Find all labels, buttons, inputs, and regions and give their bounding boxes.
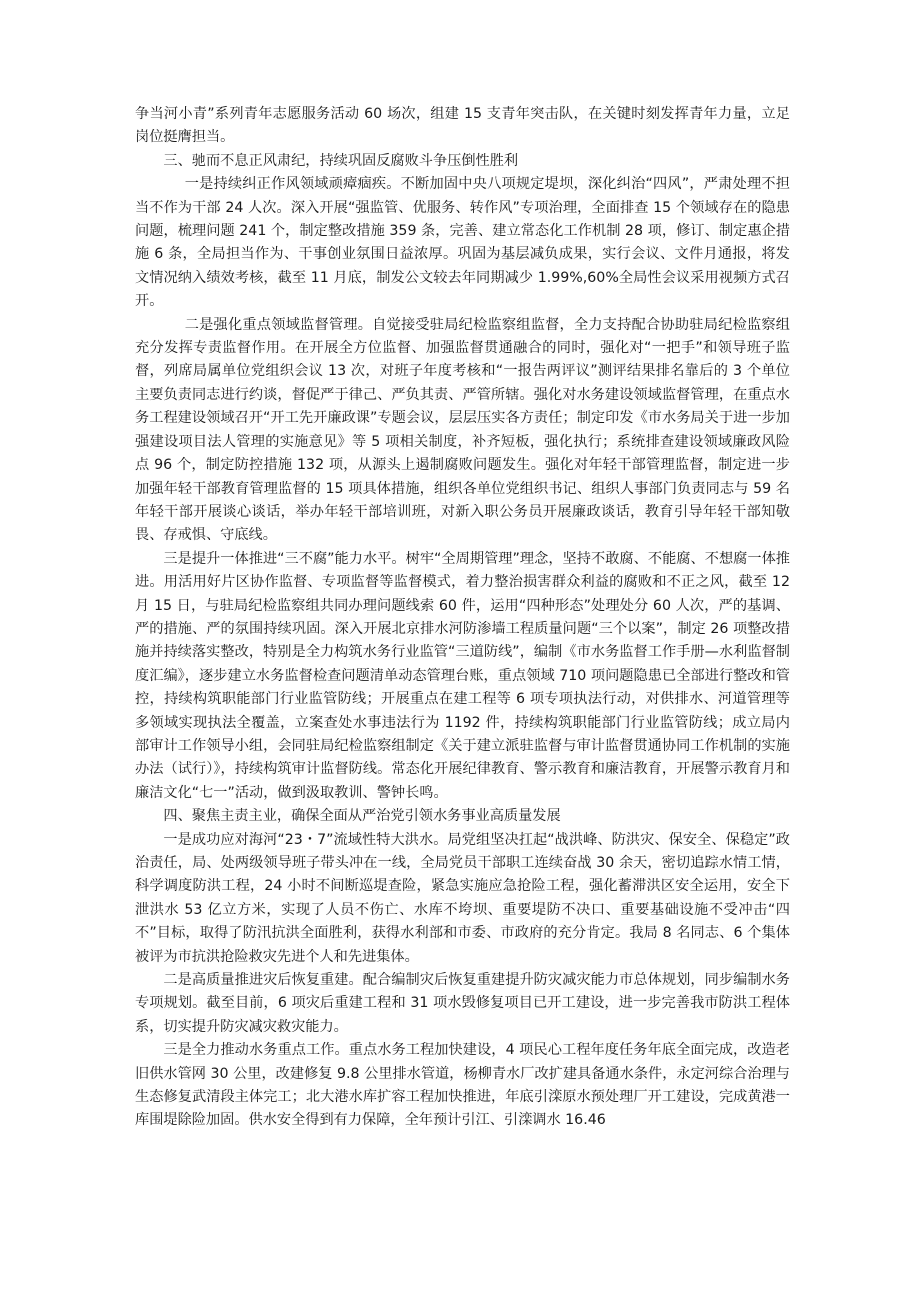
paragraph-work-style: 一是持续纠正作风领域顽瘴痼疾。不断加固中央八项规定堤坝，深化纠治“四风”，严肃处理不担当不作为干部 24 人次。深入开展“强监管、优服务、转作风”专项治理，全面排查 15 个领域存在的隐患问题，梳理问题 241 个，制定整改措施 359 条，完善、建立常态化工作机制 28 项，修订、制定惠企措施 6 条，全局担当作为、干事创业氛围日益浓厚。巩固为基层减负成果，实行会议、文件月通报，将发文情况纳入绩效考核，截至 11 月底，制发公文较去年同期减少 1.99%,60%全局性会议采用视频方式召开。 (135, 176, 790, 310)
section-heading-three: 三、驰而不息正风肃纪，持续巩固反腐败斗争压倒性胜利 (163, 152, 519, 169)
paragraph-key-work: 三是全力推动水务重点工作。重点水务工程加快建设，4 项民心工程年度任务年底全面完成，改造老旧供水管网 30 公里，改建修复 9.8 公里排水管道，杨柳青水厂改扩建具备通水条件，永定河综合治理与生态修复武清段主体完工；北大港水库扩容工程加快推进，年底引滦原水预处理厂开工建设，完成黄港一库围堤除险加固。供水安全得到有力保障，全年预计引江、引滦调水 16.46 (135, 1042, 790, 1129)
document-page (135, 103, 790, 1133)
paragraph-flood-response: 一是成功应对海河“23・7”流域性特大洪水。局党组坚决扛起“战洪峰、防洪灾、保安全、保稳定”政治责任，局、处两级领导班子带头冲在一线，全局党员干部职工连续奋战 30 余天，密切追踪水情工情，科学调度防洪工程，24 小时不间断巡堤查险，紧急实施应急抢险工程，强化蓄滞洪区安全运用，安全下泄洪水 53 亿立方米，实现了人员不伤亡、水库不垮坝、重要堤防不决口、重要基础设施不受冲击“四不”目标，取得了防汛抗洪全面胜利，获得水利部和市委、市政府的充分肯定。我局 8 名同志、6 个集体被评为市抗洪抢险救灾先进个人和先进集体。 (135, 831, 790, 965)
paragraph-three-no-corruption: 三是提升一体推进“三不腐”能力水平。树牢“全周期管理”理念，坚持不敢腐、不能腐、不想腐一体推进。用活用好片区协作监督、专项监督等监督模式，着力整治损害群众利益的腐败和不正之风，截至 12 月 15 日，与驻局纪检监察组共同办理问题线索 60 件，运用“四种形态”处理处分 60 人次，严的基调、严的措施、严的氛围持续巩固。深入开展北京排水河防渗墙工程质量问题“三个以案”，制定 26 项整改措施并持续落实整改，特别是全力构筑水务行业监管“三道防线”，编制《市水务监督工作手册—水利监督制度汇编》，逐步建立水务监督检查问题清单动态管理台账，重点领域 710 项问题隐患已全部进行整改和管控，持续构筑职能部门行业监管防线；开展重点在建工程等 6 项专项执法行动，对供排水、河道管理等多领域实现执法全覆盖，立案查处水事违法行为 1192 件，持续构筑职能部门行业监管防线；成立局内部审计工作领导小组，会同驻局纪检监察组制定《关于建立派驻监督与审计监督贯通协同工作机制的实施办法（试行）》，持续构筑审计监督防线。常态化开展纪律教育、警示教育和廉洁教育，开展警示教育月和廉洁文化“七一”活动，做到汲取教训、警钟长鸣。 (135, 550, 790, 801)
paragraph-reconstruction: 二是高质量推进灾后恢复重建。配合编制灾后恢复重建提升防灾减灾能力市总体规划，同步编制水务专项规划。截至目前，6 项灾后重建工程和 31 项水毁修复项目已开工建设，进一步完善我市防洪工程体系，切实提升防灾减灾救灾能力。 (135, 972, 790, 1035)
paragraph-continuation: 争当河小青”系列青年志愿服务活动 60 场次，组建 15 支青年突击队，在关键时刻发挥青年力量，立足岗位挺膺担当。 (135, 106, 790, 146)
paragraph-supervision: 二是强化重点领域监督管理。自觉接受驻局纪检监察组监督，全力支持配合协助驻局纪检监察组充分发挥专责监督作用。在开展全方位监督、加强监督贯通融合的同时，强化对“一把手”和领导班子监督，列席局属单位党组织会议 13 次，对班子年度考核和“一报告两评议”测评结果排名靠后的 3 个单位主要负责同志进行约谈，督促严于律己、严负其责、严管所辖。强化对水务建设领域监督管理，在重点水务工程建设领域召开“开工先开廉政课”专题会议，层层压实各方责任；制定印发《市水务局关于进一步加强建设项目法人管理的实施意见》等 5 项相关制度，补齐短板，强化执行；系统排查建设领域廉政风险点 96 个，制定防控措施 132 项，从源头上遏制腐败问题发生。强化对年轻干部管理监督，制定进一步加强年轻干部教育管理监督的 15 项具体措施，组织各单位党组织书记、组织人事部门负责同志与 59 名年轻干部开展谈心谈话，举办年轻干部培训班，对新入职公务员开展廉政谈话，教育引导年轻干部知敬畏、存戒惧、守底线。 (135, 316, 790, 544)
section-heading-four: 四、聚焦主责主业，确保全面从严治党引领水务事业高质量发展 (163, 808, 561, 825)
